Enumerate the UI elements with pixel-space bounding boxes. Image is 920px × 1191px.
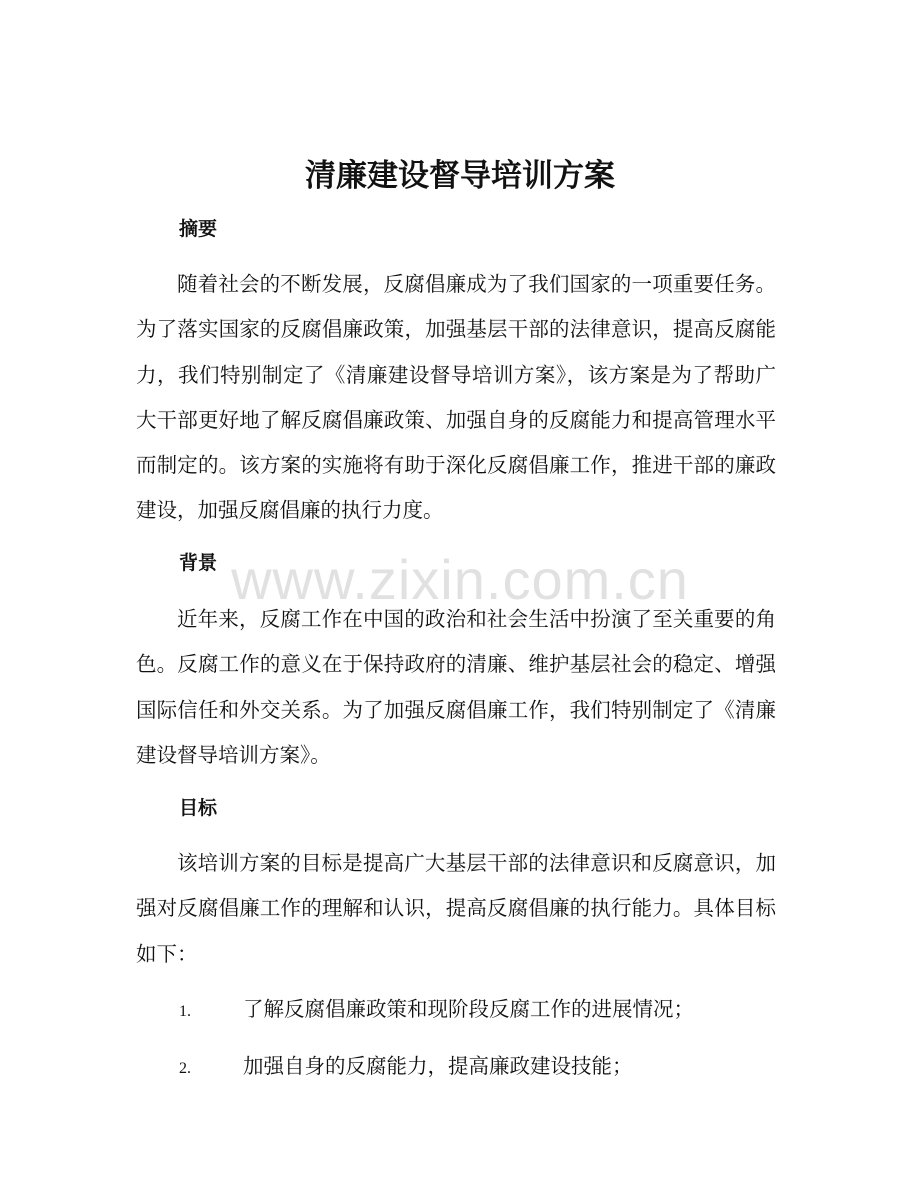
document-title: 清廉建设督导培训方案 [305, 158, 615, 194]
section-heading-goals: 目标 [179, 797, 218, 819]
list-item [179, 1051, 779, 1084]
section-paragraph-goals: 该培训方案的目标是提高广大基层干部的法律意识和反腐意识，加强对反腐倡廉工作的理解和认识，提高反腐倡廉的执行能力。具体目标如下： [136, 851, 776, 966]
section-heading-summary: 摘要 [179, 218, 218, 240]
list-item [179, 994, 779, 1027]
section-paragraph-summary: 随着社会的不断发展，反腐倡廉成为了我们国家的一项重要任务。为了落实国家的反腐倡廉政策，加强基层干部的法律意识，提高反腐能力，我们特别制定了《清廉建设督导培训方案》，该方案是为了帮助广大干部更好地了解反腐倡廉政策、加强自身的反腐能力和提高管理水平而制定的。该方案的实施将有助于深化反腐倡廉工作，推进干部的廉政建设，加强反腐倡廉的执行力度。 [136, 272, 776, 523]
section-paragraph-background: 近年来，反腐工作在中国的政治和社会生活中扮演了至关重要的角色。反腐工作的意义在于保持政府的清廉、维护基层社会的稳定、增强国际信任和外交关系。为了加强反腐倡廉工作，我们特别制定了《清廉建设督导培训方案》。 [136, 607, 776, 767]
watermark: www.zixin.com.cn [231, 548, 689, 611]
list-item-text: 了解反腐倡廉政策和现阶段反腐工作的进展情况； [243, 997, 694, 1021]
list-item-text: 加强自身的反腐能力，提高廉政建设技能； [243, 1054, 633, 1078]
list-item-number: 2. [179, 1060, 191, 1077]
section-heading-background: 背景 [179, 552, 218, 574]
list-item-number: 1. [179, 1003, 191, 1020]
